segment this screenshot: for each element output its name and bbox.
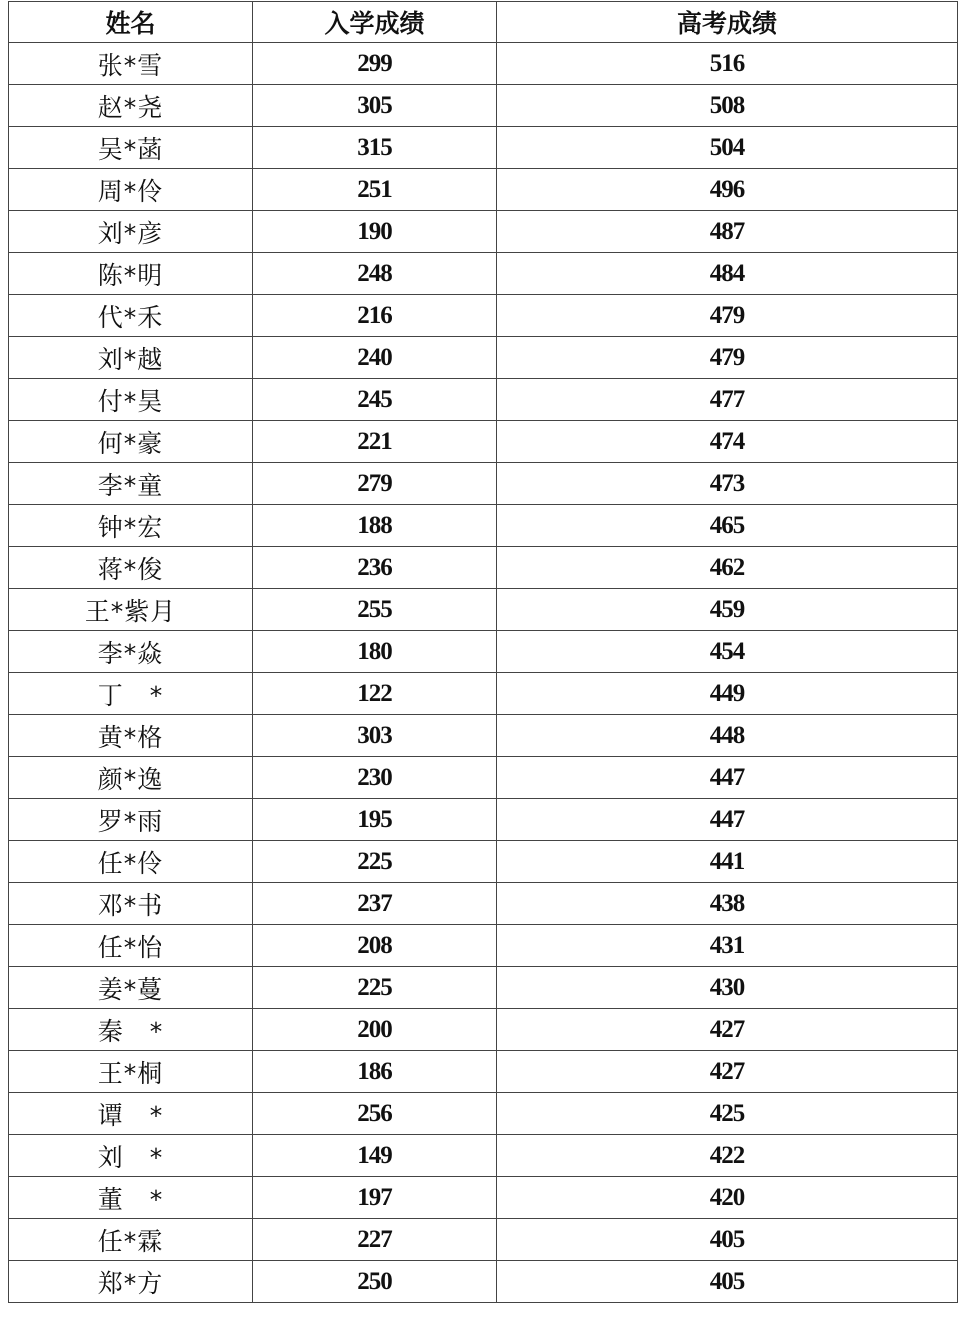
student-name: 蒋*俊: [9, 547, 253, 589]
table-row: [9, 421, 958, 463]
gaokao-score: 454: [497, 631, 958, 673]
entrance-score: 248: [253, 253, 497, 295]
entrance-score: 225: [253, 841, 497, 883]
table-row: [9, 1093, 958, 1135]
table-row: [9, 1219, 958, 1261]
gaokao-score: 425: [497, 1093, 958, 1135]
table-body: [9, 43, 958, 1303]
table-row: [9, 1051, 958, 1093]
entrance-score: 200: [253, 1009, 497, 1051]
gaokao-score: 479: [497, 337, 958, 379]
entrance-score: 245: [253, 379, 497, 421]
table-row: [9, 463, 958, 505]
student-name: 董 *: [9, 1177, 253, 1219]
header-name: 姓名: [9, 2, 253, 43]
gaokao-score: 427: [497, 1051, 958, 1093]
entrance-score: 305: [253, 85, 497, 127]
student-name: 钟*宏: [9, 505, 253, 547]
table-row: [9, 1009, 958, 1051]
table-row: [9, 169, 958, 211]
student-name: 李*童: [9, 463, 253, 505]
gaokao-score: 447: [497, 799, 958, 841]
student-name: 罗*雨: [9, 799, 253, 841]
table-row: [9, 757, 958, 799]
student-name: 付*昊: [9, 379, 253, 421]
gaokao-score: 487: [497, 211, 958, 253]
gaokao-score: 504: [497, 127, 958, 169]
table-row: [9, 841, 958, 883]
student-name: 张*雪: [9, 43, 253, 85]
student-name: 任*怡: [9, 925, 253, 967]
table-row: [9, 673, 958, 715]
entrance-score: 250: [253, 1261, 497, 1303]
table-row: [9, 967, 958, 1009]
entrance-score: 227: [253, 1219, 497, 1261]
gaokao-score: 448: [497, 715, 958, 757]
student-name: 李*焱: [9, 631, 253, 673]
student-name: 邓*书: [9, 883, 253, 925]
entrance-score: 149: [253, 1135, 497, 1177]
gaokao-score: 484: [497, 253, 958, 295]
table-row: [9, 505, 958, 547]
gaokao-score: 420: [497, 1177, 958, 1219]
header-gaokao-score: 高考成绩: [497, 2, 958, 43]
header-entrance-score: 入学成绩: [253, 2, 497, 43]
entrance-score: 186: [253, 1051, 497, 1093]
table-row: [9, 337, 958, 379]
entrance-score: 221: [253, 421, 497, 463]
student-name: 周*伶: [9, 169, 253, 211]
student-name: 丁 *: [9, 673, 253, 715]
score-table: [8, 1, 958, 1303]
table-row: [9, 85, 958, 127]
entrance-score: 197: [253, 1177, 497, 1219]
entrance-score: 255: [253, 589, 497, 631]
gaokao-score: 496: [497, 169, 958, 211]
entrance-score: 256: [253, 1093, 497, 1135]
header-row: [9, 2, 958, 43]
table-row: [9, 631, 958, 673]
student-name: 赵*尧: [9, 85, 253, 127]
table-row: [9, 925, 958, 967]
student-name: 何*豪: [9, 421, 253, 463]
entrance-score: 237: [253, 883, 497, 925]
entrance-score: 251: [253, 169, 497, 211]
entrance-score: 303: [253, 715, 497, 757]
entrance-score: 279: [253, 463, 497, 505]
table-row: [9, 43, 958, 85]
table-row: [9, 883, 958, 925]
student-name: 黄*格: [9, 715, 253, 757]
table-row: [9, 547, 958, 589]
student-name: 刘 *: [9, 1135, 253, 1177]
entrance-score: 299: [253, 43, 497, 85]
gaokao-score: 477: [497, 379, 958, 421]
student-name: 王*桐: [9, 1051, 253, 1093]
table-row: [9, 799, 958, 841]
table-row: [9, 715, 958, 757]
gaokao-score: 516: [497, 43, 958, 85]
table-row: [9, 1261, 958, 1303]
entrance-score: 225: [253, 967, 497, 1009]
entrance-score: 230: [253, 757, 497, 799]
student-name: 刘*彦: [9, 211, 253, 253]
student-name: 刘*越: [9, 337, 253, 379]
entrance-score: 122: [253, 673, 497, 715]
table-row: [9, 253, 958, 295]
gaokao-score: 430: [497, 967, 958, 1009]
gaokao-score: 405: [497, 1219, 958, 1261]
gaokao-score: 479: [497, 295, 958, 337]
table-row: [9, 1177, 958, 1219]
table-row: [9, 379, 958, 421]
student-name: 颜*逸: [9, 757, 253, 799]
entrance-score: 216: [253, 295, 497, 337]
entrance-score: 236: [253, 547, 497, 589]
entrance-score: 180: [253, 631, 497, 673]
table-row: [9, 127, 958, 169]
entrance-score: 208: [253, 925, 497, 967]
gaokao-score: 449: [497, 673, 958, 715]
student-name: 郑*方: [9, 1261, 253, 1303]
student-name: 姜*蔓: [9, 967, 253, 1009]
gaokao-score: 462: [497, 547, 958, 589]
entrance-score: 195: [253, 799, 497, 841]
gaokao-score: 473: [497, 463, 958, 505]
gaokao-score: 447: [497, 757, 958, 799]
student-name: 吴*菡: [9, 127, 253, 169]
gaokao-score: 459: [497, 589, 958, 631]
student-name: 秦 *: [9, 1009, 253, 1051]
entrance-score: 315: [253, 127, 497, 169]
gaokao-score: 431: [497, 925, 958, 967]
student-name: 陈*明: [9, 253, 253, 295]
gaokao-score: 405: [497, 1261, 958, 1303]
student-name: 代*禾: [9, 295, 253, 337]
table-row: [9, 295, 958, 337]
entrance-score: 188: [253, 505, 497, 547]
table-row: [9, 1135, 958, 1177]
entrance-score: 240: [253, 337, 497, 379]
entrance-score: 190: [253, 211, 497, 253]
gaokao-score: 441: [497, 841, 958, 883]
table-row: [9, 211, 958, 253]
gaokao-score: 438: [497, 883, 958, 925]
gaokao-score: 474: [497, 421, 958, 463]
gaokao-score: 465: [497, 505, 958, 547]
student-name: 任*霖: [9, 1219, 253, 1261]
student-name: 王*紫月: [9, 589, 253, 631]
table-row: [9, 589, 958, 631]
gaokao-score: 427: [497, 1009, 958, 1051]
gaokao-score: 508: [497, 85, 958, 127]
student-name: 任*伶: [9, 841, 253, 883]
student-name: 谭 *: [9, 1093, 253, 1135]
gaokao-score: 422: [497, 1135, 958, 1177]
